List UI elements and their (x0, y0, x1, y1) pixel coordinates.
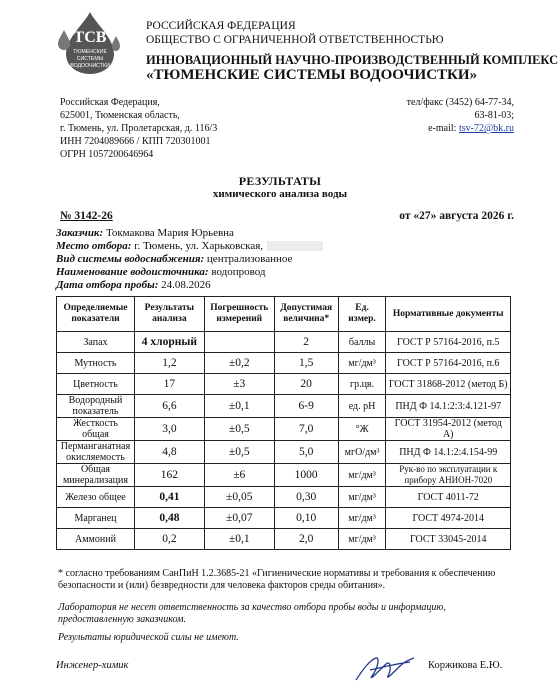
table-header-row (57, 297, 511, 332)
unit-value: мгО/дм³ (338, 441, 386, 464)
source-row (56, 266, 266, 279)
company-address (60, 96, 217, 161)
table-row (57, 441, 511, 464)
results-table (56, 296, 511, 550)
logo-line2: СИСТЕМЫ (76, 56, 104, 62)
doc-value: ГОСТ 4011-72 (386, 487, 511, 508)
unit-value: мг/дм³ (338, 464, 386, 487)
address-line: 625001, Тюменская область, (60, 110, 180, 121)
email-line (407, 122, 514, 135)
unit-value: гр.цв. (338, 374, 386, 395)
result-value: 4,8 (134, 441, 204, 464)
disclaimer: Лаборатория не несет ответственность за качество отбора пробы воды и информацию, предоставленную заказчиком. (58, 602, 446, 625)
table-row (57, 508, 511, 529)
address-line: г. Тюмень, ул. Пролетарская, д. 116/3 (60, 123, 218, 134)
result-value: 6,6 (134, 395, 204, 418)
header-cell: Погрешность измерений (204, 297, 274, 332)
address-line: Российская Федерация, (60, 97, 160, 108)
limit-value: 0,10 (274, 508, 338, 529)
limit-value: 1000 (274, 464, 338, 487)
table-row (57, 332, 511, 353)
place-value: г. Тюмень, ул. Харьковская, (134, 240, 264, 252)
param-name: Железо общее (57, 487, 135, 508)
place-row (56, 240, 323, 253)
table-row (57, 353, 511, 374)
result-value: 1,2 (134, 353, 204, 374)
table-row (57, 529, 511, 550)
unit-value: ед. pH (338, 395, 386, 418)
error-value: ±6 (204, 464, 274, 487)
client-value: Токмакова Мария Юрьевна (105, 227, 234, 239)
footnote: * согласно требованиям СанПиН 1.2.3685-21 «Гигиенические нормативы и требования к обеспечению безопасности и (или) безвредности для человека факторов среды обитания». (58, 568, 496, 591)
doc-value: ГОСТ 31954-2012 (метод А) (386, 418, 511, 441)
address-ogrn: ОГРН 1057200646964 (60, 149, 154, 160)
document-number: № 3142-26 (60, 210, 113, 222)
error-value: ±0,5 (204, 418, 274, 441)
error-value: ±0,5 (204, 441, 274, 464)
document-subtitle: химического анализа воды (212, 188, 348, 200)
date-row (56, 279, 211, 292)
result-value: 162 (134, 464, 204, 487)
limit-value: 2 (274, 332, 338, 353)
company-logo (54, 10, 126, 76)
limit-value: 0,30 (274, 487, 338, 508)
table-row (57, 418, 511, 441)
result-value: 0,48 (134, 508, 204, 529)
result-value: 4 хлорный (134, 332, 204, 353)
redacted-block (267, 241, 323, 251)
param-name: Цветность (57, 374, 135, 395)
param-name: Жесткость общая (57, 418, 135, 441)
doc-value: ГОСТ 33045-2014 (386, 529, 511, 550)
document-title: РЕЗУЛЬТАТЫ (238, 174, 322, 188)
doc-value: ГОСТ 4974-2014 (386, 508, 511, 529)
client-row (56, 227, 234, 240)
limit-value: 20 (274, 374, 338, 395)
param-name: Общая минерализация (57, 464, 135, 487)
header-org-type: ОБЩЕСТВО С ОГРАНИЧЕННОЙ ОТВЕТСТВЕННОСТЬЮ (146, 34, 444, 46)
limit-value: 1,5 (274, 353, 338, 374)
result-value: 17 (134, 374, 204, 395)
header-complex: ИННОВАЦИОННЫЙ НАУЧНО-ПРОИЗВОДСТВЕННЫЙ КОМПЛЕКС (146, 53, 559, 67)
date-label: Дата отбора пробы: (56, 279, 159, 291)
unit-value: мг/дм³ (338, 529, 386, 550)
doc-value: ГОСТ Р 57164-2016, п.5 (386, 332, 511, 353)
doc-value: ГОСТ 31868-2012 (метод Б) (386, 374, 511, 395)
signer-position: Инженер-химик (56, 660, 129, 671)
address-inn: ИНН 7204089666 / КПП 720301001 (60, 136, 211, 147)
table-row (57, 487, 511, 508)
param-name: Водородный показатель (57, 395, 135, 418)
company-contacts (407, 96, 514, 135)
limit-value: 2,0 (274, 529, 338, 550)
result-value: 3,0 (134, 418, 204, 441)
logo-line3: ВОДООЧИСТКИ (70, 63, 110, 69)
param-name: Перманганатная окисляемость (57, 441, 135, 464)
header-cell: Нормативные документы (386, 297, 511, 332)
limit-value: 7,0 (274, 418, 338, 441)
table-row (57, 374, 511, 395)
system-label: Вид системы водоснабжения: (56, 253, 205, 265)
error-value: ±0,05 (204, 487, 274, 508)
unit-value: мг/дм³ (338, 353, 386, 374)
param-name: Мутность (57, 353, 135, 374)
error-value: ±0,07 (204, 508, 274, 529)
unit-value: мг/дм³ (338, 487, 386, 508)
param-name: Аммоний (57, 529, 135, 550)
error-value: ±3 (204, 374, 274, 395)
place-label: Место отбора: (56, 240, 132, 252)
table-row (57, 464, 511, 487)
source-label: Наименование водоисточника: (56, 266, 209, 278)
param-name: Запах (57, 332, 135, 353)
signature-image (350, 650, 420, 688)
signer-name: Коржикова Е.Ю. (428, 660, 503, 671)
header-cell: Допустимая величина* (274, 297, 338, 332)
error-value: ±0,1 (204, 529, 274, 550)
doc-value: ГОСТ Р 57164-2016, п.6 (386, 353, 511, 374)
email-label: e-mail: (428, 123, 459, 134)
limit-value: 5,0 (274, 441, 338, 464)
legal-note: Результаты юридической силы не имеют. (58, 632, 239, 643)
header-cell: Результаты анализа (134, 297, 204, 332)
error-value: ±0,1 (204, 395, 274, 418)
logo-letters: ТСВ (73, 29, 107, 46)
limit-value: 6-9 (274, 395, 338, 418)
client-label: Заказчик: (56, 227, 104, 239)
unit-value: мг/дм³ (338, 508, 386, 529)
phone-line: тел/факс (3452) 64-77-34, (406, 97, 514, 108)
header-cell: Определяемые показатели (57, 297, 135, 332)
date-value: 24.08.2026 (161, 279, 211, 291)
unit-value: °Ж (338, 418, 386, 441)
doc-value: Рук-во по эксплуатации к прибору АНИОН-7020 (386, 464, 511, 487)
document-date: от «27» августа 2026 г. (399, 210, 514, 222)
unit-value: баллы (338, 332, 386, 353)
source-value: водопровод (211, 266, 266, 278)
error-value (204, 332, 274, 353)
phone-line: 63-81-03; (474, 110, 514, 121)
header-company-name: «ТЮМЕНСКИЕ СИСТЕМЫ ВОДООЧИСТКИ» (146, 67, 478, 83)
logo-line1: ТЮМЕНСКИЕ (73, 49, 107, 55)
error-value: ±0,2 (204, 353, 274, 374)
result-value: 0,41 (134, 487, 204, 508)
system-value: централизованное (206, 253, 293, 265)
doc-value: ПНД Ф 14.1:2:4.154-99 (386, 441, 511, 464)
result-value: 0,2 (134, 529, 204, 550)
header-cell: Ед. измер. (338, 297, 386, 332)
email-link[interactable]: tsv-72@bk.ru (458, 123, 514, 134)
system-row (56, 253, 292, 266)
param-name: Марганец (57, 508, 135, 529)
doc-value: ПНД Ф 14.1:2:3:4.121-97 (386, 395, 511, 418)
table-row (57, 395, 511, 418)
header-country: РОССИЙСКАЯ ФЕДЕРАЦИЯ (146, 20, 296, 32)
